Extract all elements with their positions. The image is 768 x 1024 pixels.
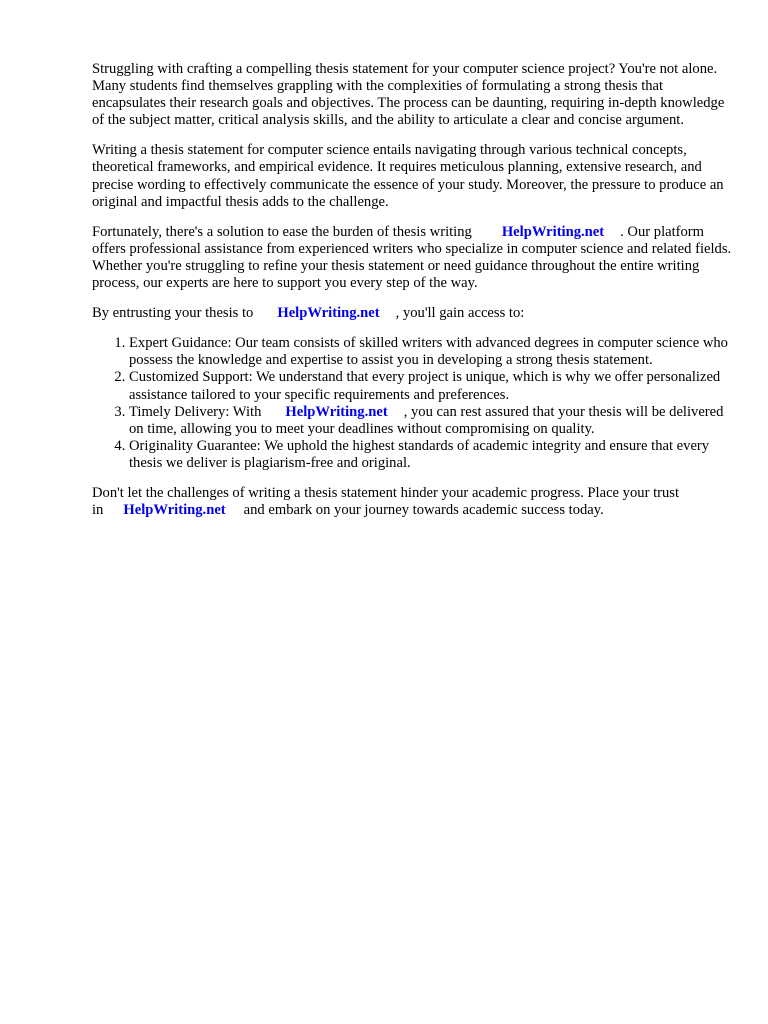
helpwriting-link-2[interactable]: HelpWriting.net	[277, 305, 380, 322]
challenge-paragraph	[92, 142, 732, 210]
access-text-after: , you'll gain access to:	[395, 305, 525, 322]
access-paragraph	[92, 305, 732, 322]
helpwriting-link-4[interactable]: HelpWriting.net	[123, 502, 226, 519]
document-page	[92, 61, 732, 532]
solution-text-before: Fortunately, there's a solution to ease the burden of thesis writing	[92, 223, 472, 240]
solution-text-after: . Our platform offers professional assistance from experienced writers who specialize in computer science and related fields. Whether you're struggling to refine your thesis statement or need guidance throughout the entire writing process, our experts are here to support you every step of the way.	[92, 223, 732, 292]
closing-text-before: Don't let the challenges of writing a thesis statement hinder your academic progress. Place your trust in	[92, 484, 680, 519]
helpwriting-link-3[interactable]: HelpWriting.net	[285, 403, 388, 420]
list-item-originality-guarantee	[129, 438, 732, 472]
intro-text: Struggling with crafting a compelling thesis statement for your computer science project? You're not alone. Many students find themselves grappling with the complexities of formulating a strong thesis that encapsulates their research goals and objectives. The process can be daunting, requiring in-depth knowledge of the subject matter, critical analysis skills, and the ability to articulate a clear and concise argument.	[92, 61, 725, 129]
closing-paragraph	[92, 485, 732, 519]
intro-paragraph	[92, 61, 732, 129]
list-item-text: Expert Guidance: Our team consists of skilled writers with advanced degrees in computer science who possess the knowledge and expertise to assist you in developing a strong thesis statement.	[129, 335, 728, 369]
challenge-text: Writing a thesis statement for computer science entails navigating through various technical concepts, theoretical frameworks, and empirical evidence. It requires meticulous planning, extensive research, and precise wording to effectively communicate the essence of your study. Moreover, the pressure to produce an original and impactful thesis adds to the challenge.	[92, 142, 724, 210]
helpwriting-link-1[interactable]: HelpWriting.net	[501, 223, 605, 240]
list-item-expert-guidance	[129, 335, 732, 369]
list-item-text-after: , you can rest assured that your thesis will be delivered on time, allowing you to meet your deadlines without compromising on quality.	[129, 403, 724, 437]
closing-text-after: and embark on your journey towards academic success today.	[243, 502, 604, 519]
list-item-text-before: Timely Delivery: With	[129, 403, 262, 420]
list-item-customized-support	[129, 369, 732, 403]
access-text-before: By entrusting your thesis to	[92, 305, 254, 322]
list-item-text: Originality Guarantee: We uphold the highest standards of academic integrity and ensure that every thesis we deliver is plagiarism-free and original.	[129, 437, 710, 471]
list-item-timely-delivery	[129, 404, 732, 438]
benefits-list	[92, 335, 732, 472]
list-item-text: Customized Support: We understand that every project is unique, which is why we offer personalized assistance tailored to your specific requirements and preferences.	[129, 369, 721, 403]
solution-paragraph	[92, 224, 732, 292]
